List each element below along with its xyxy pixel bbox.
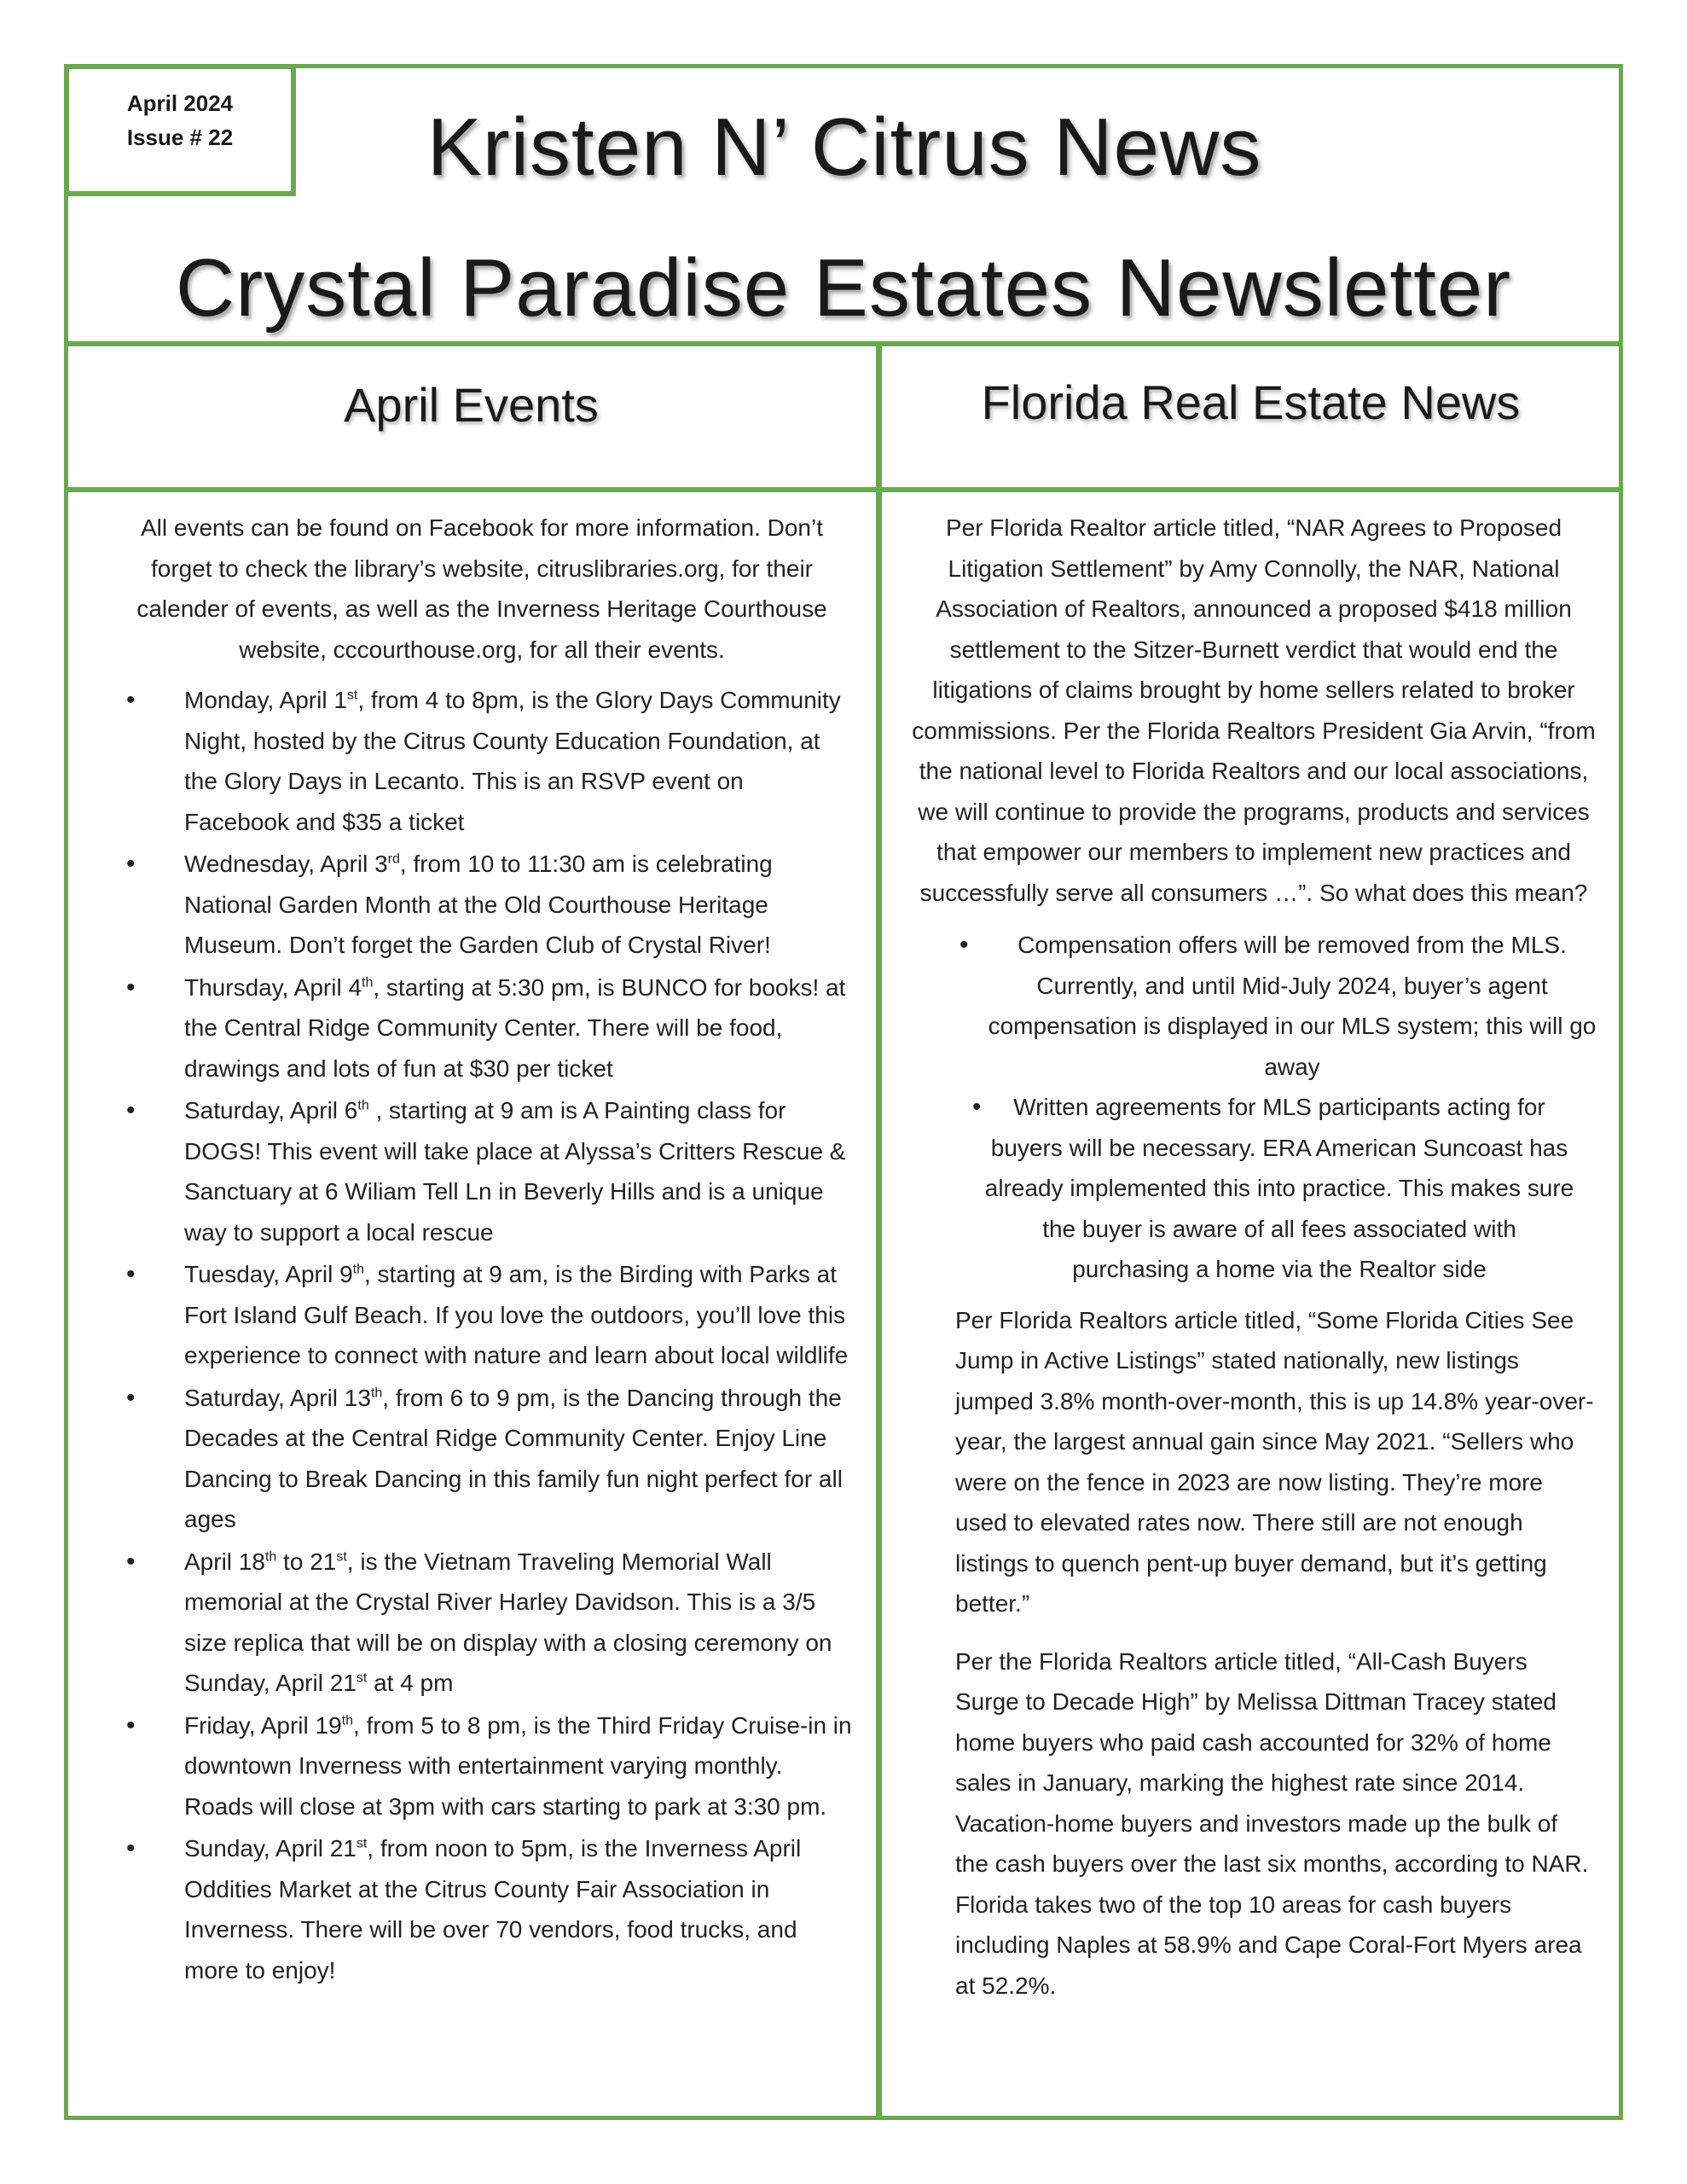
issue-number: Issue # 22 [126,125,234,150]
bullet-icon: • [126,1383,136,1412]
ordinal-suffix: th [264,1549,277,1565]
real-estate-heading: Florida Real Estate News [981,375,1521,429]
events-column [111,508,853,1990]
nar-settlement-paragraph: Per Florida Realtor article titled, “NAR Agrees to Proposed Litigation Settlement” by Amy Connolly, the NAR, National Association of Realtors, announced a proposed $418 million settlement to the Sitzer-Burnett verdict that would end the litigations of claims brought by home sellers related to broker commissions. Per the Florida Realtors President Gia Arvin, “from the national level to Florida Realtors and our local associations, we will continue to provide the programs, products and services that empower our members to implement new practices and successfully serve all consumers …”. So what does this mean? [912,514,1596,906]
real-estate-column [904,508,1603,2006]
ordinal-suffix: th [341,1713,354,1728]
event-text: , from 4 to 8pm, is the Glory Days Community Night, hosted by the Citrus County Education Foundation, at the Glory Days in Lecanto. This is an RSVP event on Facebook and $35 a ticket [184,687,841,835]
section-head-divider [64,487,1623,492]
event-item [111,844,853,966]
ordinal-suffix: th [370,1385,383,1401]
event-text: , from 5 to 8 pm, is the Third Friday Cruise-in in downtown Inverness with entertainment varying monthly. Roads will close at 3pm with cars starting to park at 3:30 pm. [184,1711,852,1820]
ordinal-suffix: rd [387,851,400,867]
newsletter-title: Kristen N’ Citrus News [426,102,1262,193]
ordinal-suffix: th [362,975,374,990]
ordinal-suffix: st [336,1549,347,1565]
mls-change-item [904,925,1603,1087]
event-item [111,1828,853,1990]
event-text: Sunday, April 21 [184,1835,357,1862]
ordinal-suffix: st [356,1670,368,1686]
mls-change-text: Compensation offers will be removed from the MLS. Currently, and until Mid-July 2024, buyer’s agent compensation is displayed in our MLS system; this will go away [988,932,1597,1080]
mls-change-text: Written agreements for MLS participants acting for buyers will be necessary. ERA American Suncoast has already implemented this into practice. This makes sure the buyer is aware of all fees associated with purchasing a home via the Realtor side [984,1094,1574,1282]
column-divider [876,341,882,2120]
event-item [111,1254,853,1376]
event-item [111,1542,853,1704]
event-text: Friday, April 19 [184,1711,342,1739]
event-text: to 21 [276,1548,337,1575]
bullet-icon: • [126,1834,136,1862]
bullet-icon: • [126,850,136,878]
event-text: , from noon to 5pm, is the Inverness April Oddities Market at the Citrus County Fair Association in Inverness. There will be over 70 vendors, food trucks, and more to enjoy! [184,1835,802,1984]
bullet-icon: • [126,1547,136,1576]
bullet-icon: • [126,1711,136,1740]
event-text: , is the Vietnam Traveling Memorial Wall memorial at the Crystal River Harley Davidson. This is a 3/5 size replica that will be on display with a closing ceremony on Sunday, April 21 [184,1548,832,1696]
event-item [111,967,853,1089]
newsletter-subtitle: Crystal Paradise Estates Newsletter [175,242,1512,334]
ordinal-suffix: st [356,1836,368,1851]
event-item [111,1705,853,1827]
issue-box [64,64,296,196]
bullet-icon: • [972,1093,982,1121]
events-heading: April Events [344,378,599,432]
event-text: Monday, April 1 [184,687,347,713]
header-divider [64,341,1623,346]
event-text: Tuesday, April 9 [184,1261,353,1287]
event-text: Saturday, April 13 [184,1384,371,1411]
mls-changes-list [904,925,1603,1290]
event-text: Thursday, April 4 [184,973,362,1001]
mls-change-item [904,1087,1603,1290]
bullet-icon: • [126,973,136,1002]
event-text: , from 10 to 11:30 am is celebrating National Garden Month at the Old Courthouse Heritage Museum. Don’t forget the Garden Club of Crystal River! [184,851,773,958]
bullet-icon: • [126,686,136,714]
issue-month: April 2024 [126,90,234,116]
event-item [111,1090,853,1252]
event-text: at 4 pm [367,1670,454,1696]
cash-buyers-paragraph: Per the Florida Realtors article titled, “All-Cash Buyers Surge to Decade High” by Melissa Dittman Tracey stated home buyers who paid cash accounted for 32% of home sales in January, marking the highest rate since 2014. Vacation-home buyers and investors made up the bulk of the cash buyers over the last six months, according to NAR. Florida takes two of the top 10 areas for cash buyers including Naples at 58.9% and Cape Coral-Fort Myers area at 52.2%. [955,1647,1589,1999]
ordinal-suffix: th [357,1098,369,1113]
ordinal-suffix: st [346,688,358,703]
event-text: Wednesday, April 3 [184,851,388,877]
events-list [111,680,853,1990]
active-listings-paragraph: Per Florida Realtors article titled, “Some Florida Cities See Jump in Active Listings” stated nationally, new listings jumped 3.8% month-over-month, this is up 14.8% year-over-year, the largest annual gain since May 2021. “Sellers who were on the fence in 2023 are now listing. They’re more used to elevated rates now. There still are not enough listings to quench pent-up buyer demand, but it’s getting better.” [955,1306,1594,1617]
bullet-icon: • [126,1260,136,1288]
events-intro: All events can be found on Facebook for more information. Don’t forget to check the library’s website, citruslibraries.org, for their calender of events, as well as the Inverness Heritage Courthouse website, cccourthouse.org, for all their events. [136,514,827,663]
event-text: April 18 [184,1548,265,1575]
event-text: , starting at 9 am is A Painting class for DOGS! This event will take place at Alyssa’s Critters Rescue & Sanctuary at 6 Wiliam Tell Ln in Beverly Hills and is a unique way to support a local rescue [184,1097,846,1246]
bullet-icon: • [959,931,969,959]
event-text: , from 6 to 9 pm, is the Dancing through the Decades at the Central Ridge Community Center. Enjoy Line Dancing to Break Dancing in this family fun night perfect for all ages [184,1384,843,1532]
event-text: Saturday, April 6 [184,1097,358,1124]
event-text: , starting at 9 am, is the Birding with Parks at Fort Island Gulf Beach. If you love the outdoors, you’ll love this experience to connect with nature and learn about local wildlife [184,1261,849,1368]
ordinal-suffix: th [352,1262,364,1277]
event-item [111,680,853,842]
bullet-icon: • [126,1096,136,1124]
event-item [111,1378,853,1540]
event-text: , starting at 5:30 pm, is BUNCO for books! at the Central Ridge Community Center. There will be food, drawings and lots of fun at $30 per ticket [184,973,846,1082]
